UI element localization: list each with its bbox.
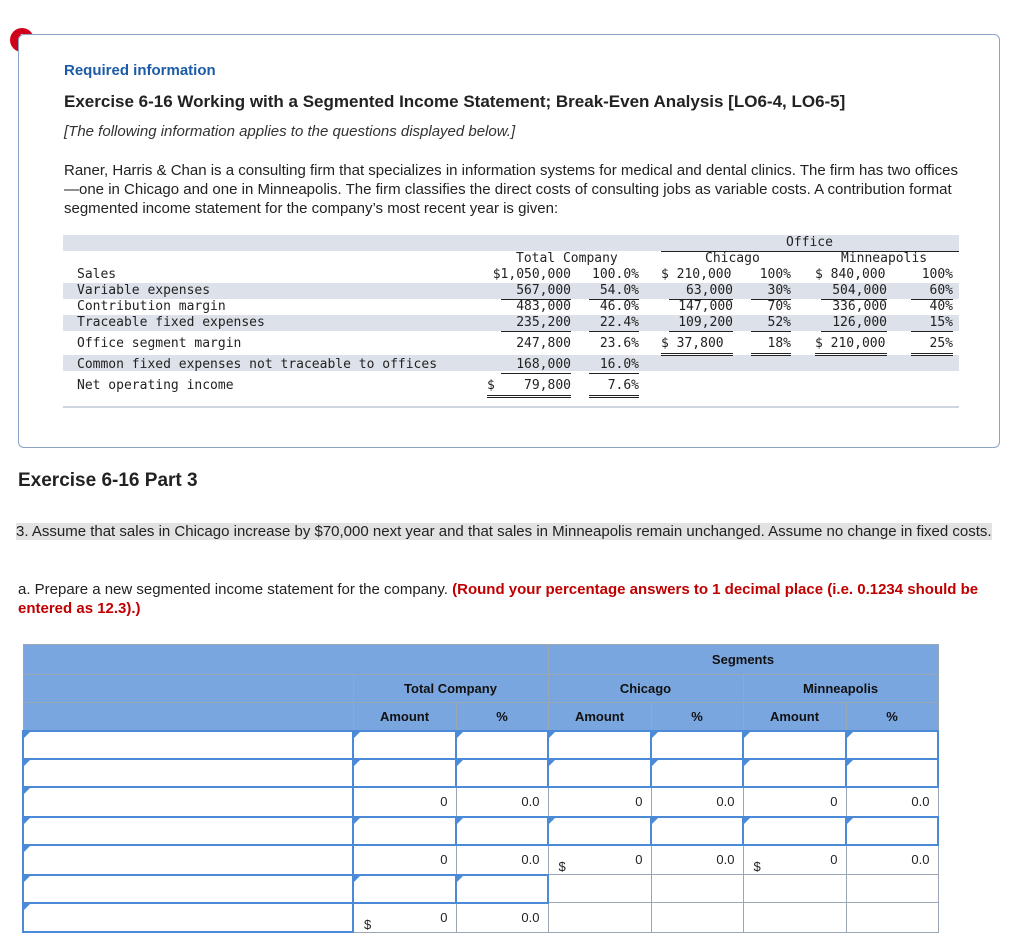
row-label: Traceable fixed expenses	[77, 315, 265, 330]
header-blank	[23, 645, 548, 675]
underline	[821, 331, 887, 332]
input-flag-icon	[354, 818, 360, 824]
total-amount: 247,800	[516, 336, 571, 351]
dropdown-flag-icon	[24, 846, 30, 852]
row-label-select[interactable]	[23, 903, 353, 933]
total-percent: 16.0%	[599, 357, 639, 372]
question-a-text: a. Prepare a new segmented income statement for the company.	[18, 581, 453, 598]
minneapolis-amount-input[interactable]	[743, 759, 846, 787]
row-label: Common fixed expenses not traceable to offices	[77, 357, 438, 372]
total-percent: 22.4%	[599, 315, 639, 330]
empty-cell	[651, 875, 743, 903]
underline	[669, 331, 733, 332]
minneapolis-amount-header: Amount	[743, 703, 846, 731]
total-percent: 23.6%	[599, 336, 639, 351]
required-information-heading: Required information	[64, 62, 216, 79]
chicago-percent-input[interactable]	[651, 759, 743, 787]
chicago-amount: $ 210,000	[661, 267, 732, 282]
given-income-statement	[63, 235, 959, 413]
answer-header-row	[23, 675, 938, 703]
minneapolis-percent-value: 0.0	[846, 787, 938, 817]
row-label: Contribution margin	[77, 299, 226, 314]
underline	[911, 331, 953, 332]
minneapolis-amount: $ 840,000	[815, 267, 886, 282]
empty-cell	[846, 875, 938, 903]
dollar-sign: $	[558, 858, 566, 874]
input-flag-icon	[652, 732, 658, 738]
total-percent-input[interactable]	[456, 731, 548, 759]
input-flag-icon	[744, 732, 750, 738]
input-flag-icon	[847, 732, 853, 738]
row-label-select[interactable]	[23, 817, 353, 845]
chicago-amount-input[interactable]	[548, 731, 651, 759]
input-flag-icon	[744, 760, 750, 766]
minneapolis-amount: 504,000	[832, 283, 887, 298]
minneapolis-percent-input[interactable]	[846, 817, 938, 845]
answer-header-row	[23, 703, 938, 731]
underline	[501, 373, 571, 374]
total-percent: 100.0%	[592, 267, 639, 282]
double-underline	[661, 353, 733, 354]
row-label: Variable expenses	[77, 283, 211, 298]
empty-cell	[743, 875, 846, 903]
answer-row	[23, 845, 938, 875]
part-title: Exercise 6-16 Part 3	[18, 470, 198, 491]
chicago-percent: 30%	[767, 283, 791, 298]
minneapolis-percent: 40%	[929, 299, 953, 314]
chicago-amount-header: Amount	[548, 703, 651, 731]
chicago-header: Chicago	[705, 251, 760, 266]
total-percent-input[interactable]	[456, 759, 548, 787]
chicago-amount-number: 0	[635, 851, 643, 867]
underline	[589, 373, 639, 374]
double-underline	[487, 395, 571, 396]
minneapolis-amount: 336,000	[832, 299, 887, 314]
minneapolis-amount-value	[743, 845, 846, 875]
total-percent-input[interactable]	[456, 875, 548, 903]
minneapolis-header: Minneapolis	[841, 251, 928, 266]
total-percent-value: 0.0	[456, 787, 548, 817]
double-underline	[589, 395, 639, 396]
total-amount: 168,000	[516, 357, 571, 372]
double-underline	[911, 355, 953, 356]
total-percent: 46.0%	[599, 299, 639, 314]
minneapolis-percent-input[interactable]	[846, 731, 938, 759]
total-company-header: Total Company	[353, 675, 548, 703]
chicago-header: Chicago	[548, 675, 743, 703]
segments-header: Segments	[548, 645, 938, 675]
exercise-title: Exercise 6-16 Working with a Segmented Income Statement; Break-Even Analysis [LO6-4, LO6-5]	[64, 92, 846, 111]
office-header: Office	[786, 235, 833, 250]
minneapolis-amount-input[interactable]	[743, 731, 846, 759]
row-label-select[interactable]	[23, 731, 353, 759]
input-flag-icon	[847, 760, 853, 766]
chicago-amount: 147,000	[678, 299, 733, 314]
input-flag-icon	[652, 760, 658, 766]
total-percent-input[interactable]	[456, 817, 548, 845]
total-amount: 235,200	[516, 315, 571, 330]
total-amount: 483,000	[516, 299, 571, 314]
empty-cell	[846, 903, 938, 933]
total-percent: 7.6%	[607, 378, 639, 393]
total-percent-header: %	[456, 703, 548, 731]
row-label-select[interactable]	[23, 787, 353, 817]
minneapolis-amount-input[interactable]	[743, 817, 846, 845]
dollar-sign: $	[753, 858, 761, 874]
answer-row	[23, 875, 938, 903]
minneapolis-percent: 25%	[929, 336, 953, 351]
question-3	[16, 522, 1000, 541]
chicago-percent: 70%	[767, 299, 791, 314]
chicago-amount-value	[548, 845, 651, 875]
chicago-percent: 52%	[767, 315, 791, 330]
answer-row	[23, 787, 938, 817]
chicago-percent-value: 0.0	[651, 845, 743, 875]
input-flag-icon	[549, 818, 555, 824]
total-amount-value: 0	[353, 845, 456, 875]
total-percent-value: 0.0	[456, 903, 548, 933]
header-blank	[23, 703, 353, 731]
total-amount: $1,050,000	[492, 267, 571, 282]
answer-row	[23, 903, 938, 933]
total-company-header: Total Company	[516, 251, 618, 266]
chicago-percent-header: %	[651, 703, 743, 731]
total-amount: 567,000	[516, 283, 571, 298]
chicago-amount: $ 37,800	[661, 336, 724, 351]
input-flag-icon	[354, 876, 360, 882]
dropdown-flag-icon	[24, 818, 30, 824]
total-percent: 54.0%	[599, 283, 639, 298]
minneapolis-amount: 126,000	[832, 315, 887, 330]
input-flag-icon	[847, 818, 853, 824]
minneapolis-percent-value: 0.0	[846, 845, 938, 875]
input-flag-icon	[549, 760, 555, 766]
double-underline	[661, 355, 733, 356]
dollar-sign: $	[364, 916, 372, 932]
answer-table	[22, 644, 939, 933]
row-label: Office segment margin	[77, 336, 242, 351]
chicago-amount-input[interactable]	[548, 759, 651, 787]
minneapolis-amount-number: 0	[830, 851, 838, 867]
double-underline	[751, 353, 791, 354]
double-underline	[815, 355, 887, 356]
underline	[589, 331, 639, 332]
total-amount: 79,800	[524, 378, 571, 393]
rounding-instruction: (Round your percentage answers to 1 decimal place (i.e. 0.1234 should be entered as 12.3).)	[18, 581, 979, 617]
chicago-percent-value: 0.0	[651, 787, 743, 817]
minneapolis-percent-input[interactable]	[846, 759, 938, 787]
double-underline	[751, 355, 791, 356]
chicago-amount-input[interactable]	[548, 817, 651, 845]
input-flag-icon	[457, 818, 463, 824]
underline	[501, 331, 571, 332]
input-flag-icon	[354, 760, 360, 766]
row-label: Sales	[77, 267, 117, 282]
total-amount-input[interactable]	[353, 759, 456, 787]
input-flag-icon	[354, 732, 360, 738]
total-amount-input[interactable]	[353, 817, 456, 845]
total-amount-input[interactable]	[353, 731, 456, 759]
input-flag-icon	[744, 818, 750, 824]
question-a	[18, 580, 998, 618]
minneapolis-percent: 15%	[929, 315, 953, 330]
dropdown-flag-icon	[24, 876, 30, 882]
double-underline	[911, 353, 953, 354]
double-underline	[815, 353, 887, 354]
input-flag-icon	[457, 760, 463, 766]
answer-header-row	[23, 645, 938, 675]
answer-row	[23, 759, 938, 787]
header-blank	[23, 675, 353, 703]
chicago-percent: 18%	[767, 336, 791, 351]
input-flag-icon	[457, 732, 463, 738]
table-bottom-line	[63, 406, 959, 408]
answer-row	[23, 817, 938, 845]
exercise-note: [The following information applies to the questions displayed below.]	[64, 123, 516, 140]
answer-row	[23, 731, 938, 759]
minneapolis-amount: $ 210,000	[815, 336, 886, 351]
question-3-text: 3. Assume that sales in Chicago increase by $70,000 next year and that sales in Minneapolis remain unchanged. Assume no change in fixed costs.	[16, 523, 992, 540]
row-label-select[interactable]	[23, 845, 353, 875]
empty-cell	[548, 875, 651, 903]
total-amount-value	[353, 903, 456, 933]
total-amount-input[interactable]	[353, 875, 456, 903]
required-information-panel	[18, 34, 1000, 448]
total-amount-number: 0	[440, 909, 448, 925]
dropdown-flag-icon	[24, 732, 30, 738]
dropdown-flag-icon	[24, 760, 30, 766]
double-underline	[487, 397, 571, 398]
minneapolis-percent: 100%	[921, 267, 953, 282]
double-underline	[589, 397, 639, 398]
intro-paragraph: Raner, Harris & Chan is a consulting firm that specializes in information systems for medical and dental clinics. The firm has two offices—one in Chicago and one in Minneapolis. The firm classifies the direct costs of consulting jobs as variable costs. A contribution format segmented income statement for the company’s most recent year is given:	[64, 162, 958, 217]
chicago-amount: 109,200	[678, 315, 733, 330]
dropdown-flag-icon	[24, 788, 30, 794]
total-percent-value: 0.0	[456, 845, 548, 875]
input-flag-icon	[549, 732, 555, 738]
chicago-percent-input[interactable]	[651, 731, 743, 759]
total-dollar-sign: $	[487, 378, 495, 393]
chicago-amount: 63,000	[686, 283, 733, 298]
empty-cell	[743, 903, 846, 933]
input-flag-icon	[652, 818, 658, 824]
dropdown-flag-icon	[24, 904, 30, 910]
input-flag-icon	[457, 876, 463, 882]
row-label: Net operating income	[77, 378, 234, 393]
row-label-select[interactable]	[23, 875, 353, 903]
total-amount-header: Amount	[353, 703, 456, 731]
minneapolis-percent: 60%	[929, 283, 953, 298]
chicago-percent-input[interactable]	[651, 817, 743, 845]
empty-cell	[548, 903, 651, 933]
chicago-amount-value: 0	[548, 787, 651, 817]
minneapolis-amount-value: 0	[743, 787, 846, 817]
minneapolis-header: Minneapolis	[743, 675, 938, 703]
row-label-select[interactable]	[23, 759, 353, 787]
minneapolis-percent-header: %	[846, 703, 938, 731]
empty-cell	[651, 903, 743, 933]
underline	[751, 331, 791, 332]
chicago-percent: 100%	[759, 267, 791, 282]
total-amount-value: 0	[353, 787, 456, 817]
